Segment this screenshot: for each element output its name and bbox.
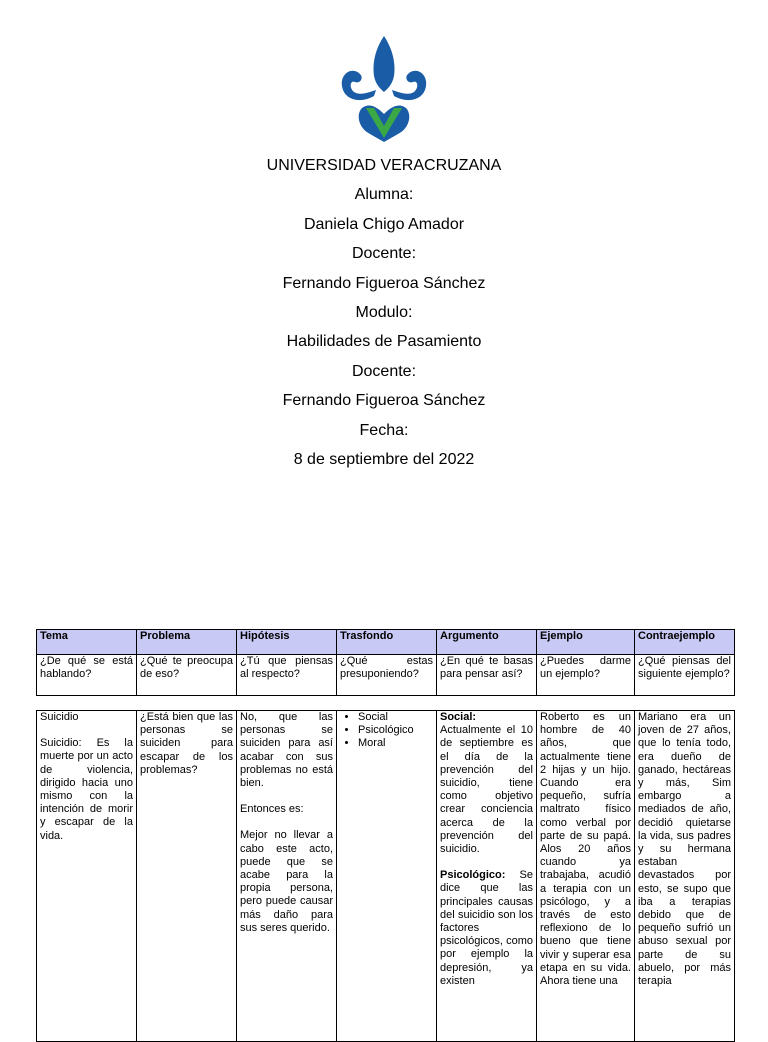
cell-tema: [37, 711, 137, 1042]
cell-contraejemplo: [635, 711, 735, 1042]
header-hipotesis: Hipótesis: [237, 630, 337, 655]
question-cell: ¿Qué te preocupa de eso?: [137, 655, 237, 696]
social-text: Actualmente el 10 de septiembre es el día de la prevención del suicidio, tiene como objetivo crear conciencia acerca de la prevención del suicidio.: [440, 724, 533, 856]
cell-hipotesis: [237, 711, 337, 1042]
list-item: • Psicológico: [358, 724, 433, 737]
teacher-label: Docente:: [351, 245, 417, 263]
header-argumento: Argumento: [437, 630, 537, 655]
cell-problema: [137, 711, 237, 1042]
table-header-row: [37, 630, 735, 655]
teacher-name: Fernando Figueroa Sánchez: [282, 392, 486, 410]
date-value: 8 de septiembre del 2022: [293, 451, 475, 469]
teacher-label: Docente:: [351, 362, 417, 380]
cell-ejemplo: [537, 711, 635, 1042]
contraejemplo-text: Mariano era un joven de 27 años, que lo tenía todo, era dueño de ganado, hectáreas y más, Sim embargo a mediados de año, decidió quietarse la vida, sus padres y su hermana estaban devastados por esto, se supo que iba a terapias debido que de pequeño sufrió un abuso sexual por parte de su abuelo, por más terapia: [638, 711, 731, 988]
question-cell: ¿De qué se está hablando?: [37, 655, 137, 696]
psicologico-label: Psicológico:: [440, 869, 506, 882]
module-label: Modulo:: [355, 304, 413, 322]
thinking-table-body: [36, 710, 735, 1042]
university-name: UNIVERSIDAD VERACRUZANA: [266, 157, 502, 174]
date-label: Fecha:: [359, 421, 409, 439]
hipotesis-text: Entonces es:: [240, 803, 304, 816]
hipotesis-text: No, que las personas se suiciden para así acabar con sus problemas no está bien.: [240, 711, 333, 790]
question-cell: ¿Puedes darme un ejemplo?: [537, 655, 635, 696]
cover-block: [0, 151, 768, 474]
question-cell: ¿Qué piensas del siguiente ejemplo?: [635, 655, 735, 696]
table-question-row: [37, 655, 735, 696]
ejemplo-text: Roberto es un hombre de 40 años, que actualmente tiene 2 hijas y un hijo. Cuando era pequeño, sufría maltrato físico como verbal por parte de su papá. Alos 20 años cuando ya trabajaba, acudió a terapia con un psicólogo, y a través de esto reflexiono de lo bueno que tiene vivir y superar esa etapa en su vida. Ahora tiene una: [540, 711, 631, 988]
argumento-psicologico: [440, 869, 533, 988]
header-trasfondo: Trasfondo: [337, 630, 437, 655]
tema-definition: Suicidio: Es la muerte por un acto de violencia, dirigido hacia uno mismo con la intención de morir y escapar de la vida.: [40, 737, 133, 842]
trasfondo-list: [340, 711, 433, 751]
list-item: • Moral: [358, 737, 433, 750]
header-problema: Problema: [137, 630, 237, 655]
cell-argumento: [437, 711, 537, 1042]
header-ejemplo: Ejemplo: [537, 630, 635, 655]
tema-title: Suicidio: [40, 711, 79, 723]
problema-text: ¿Está bien que las personas se suiciden para escapar de los problemas?: [140, 711, 233, 776]
cell-trasfondo: [337, 711, 437, 1042]
hipotesis-text: Mejor no llevar a cabo este acto, puede que se acabe para la propia persona, pero puede causar más daño para sus seres querido.: [240, 829, 333, 934]
question-cell: ¿Tú que piensas al respecto?: [237, 655, 337, 696]
question-cell: ¿Qué estas presuponiendo?: [337, 655, 437, 696]
table-row: [37, 711, 735, 1042]
student-name: Daniela Chigo Amador: [303, 215, 465, 233]
social-label: Social:: [440, 711, 477, 723]
student-label: Alumna:: [354, 186, 414, 204]
header-tema: Tema: [37, 630, 137, 655]
list-item: • Social: [358, 711, 433, 724]
header-contraejemplo: Contraejemplo: [635, 630, 735, 655]
psicologico-text: Se dice que las principales causas del suicidio son los factores psicológicos, como por ejemplo la depresión, ya existen: [440, 869, 533, 987]
teacher-name: Fernando Figueroa Sánchez: [282, 274, 486, 292]
question-cell: ¿En qué te basas para pensar así?: [437, 655, 537, 696]
module-name: Habilidades de Pasamiento: [286, 333, 482, 351]
thinking-table-header: [36, 629, 735, 696]
university-logo-icon: [334, 34, 434, 146]
argumento-social: [440, 711, 533, 856]
